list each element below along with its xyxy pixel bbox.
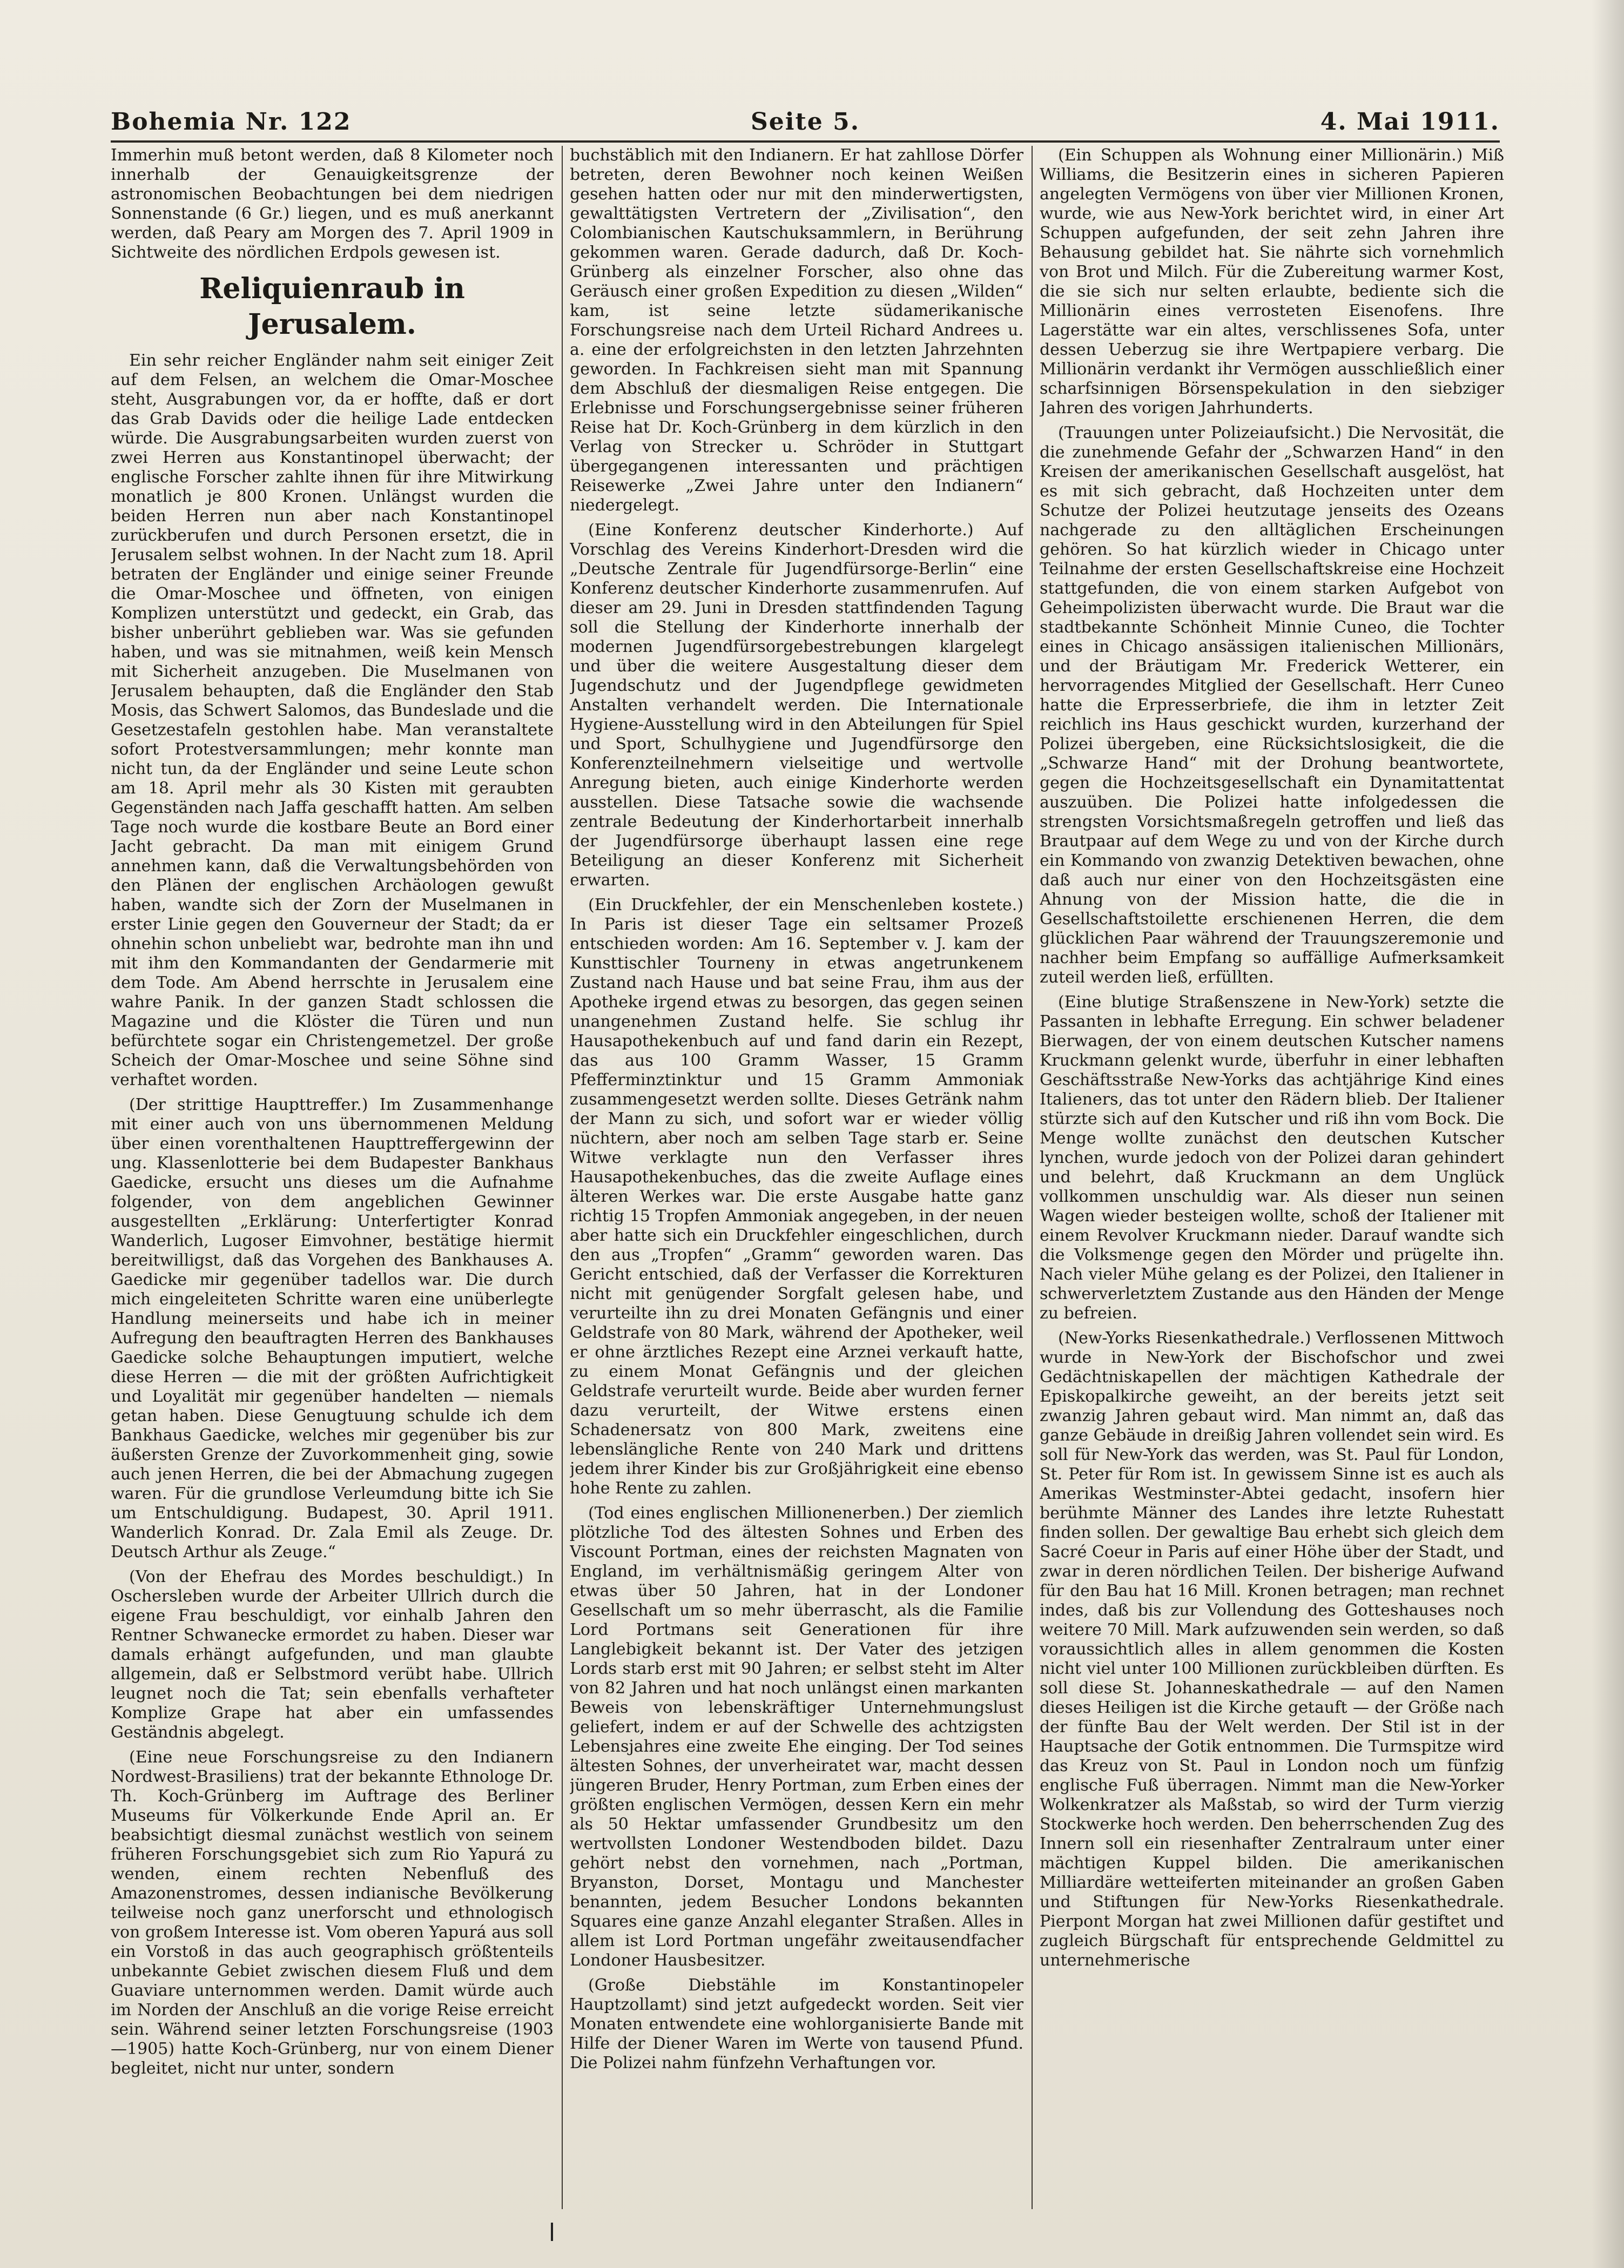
article-paragraph: (Große Diebstähle im Konstantinopeler Hauptzollamt) sind jetzt aufgedeckt worden. Seit vier Monaten entwendete eine wohlorganisierte Bande mit Hilfe der Diener Waren im Werte von tausend Pfund. Die Polizei nahm fünfzehn Verhaftungen vor. bbox=[570, 1976, 1023, 2072]
article-headline: Reliquienraub in Jerusalem. bbox=[199, 272, 465, 341]
text-column-2 bbox=[570, 146, 1023, 2209]
article-paragraph: (Ein Druckfehler, der ein Menschenleben kostete.) In Paris ist dieser Tage ein seltsamer Prozeß entschieden worden: Am 16. September v. J. kam der Kunsttischler Tourneny in etwas angetrunkenem Zustand nach Hause und bat seine Frau, ihm aus der Apotheke irgend etwas zu besorgen, das gegen seinen unangenehmen Zustand helfe. Sie schlug ihr Hausapothekenbuch auf und fand darin ein Rezept, das aus 100 Gramm Wasser, 15 Gramm Pfefferminztinktur und 15 Gramm Ammoniak zusammengesetzt werden sollte. Dieses Getränk nahm der Mann zu sich, und sofort war er wieder völlig nüchtern, aber noch am selben Tage starb er. Seine Witwe verklagte nun den Verfasser ihres Hausapothekenbuches, das die zweite Auflage eines älteren Werkes war. Die erste Ausgabe hatte ganz richtig 15 Tropfen Ammoniak angegeben, in der neuen aber hatte sich ein Druckfehler eingeschlichen, durch den aus „Tropfen“ „Gramm“ geworden waren. Das Gericht entschied, daß der Verfasser die Korrekturen nicht mit genügender Sorgfalt gelesen habe, und verurteilte ihn zu drei Monaten Gefängnis und einer Geldstrafe von 80 Mark, während der Apotheker, weil er ohne ärztliches Rezept eine Arznei verkauft hatte, zu einem Monat Gefängnis und der gleichen Geldstrafe verurteilt wurde. Beide aber wurden ferner dazu verurteilt, der Witwe erstens einen Schadenersatz von 800 Mark, zweitens eine lebenslängliche Rente von 240 Mark und drittens jedem ihrer Kinder bis zur Großjährigkeit eine ebenso hohe Rente zu zahlen. bbox=[570, 896, 1023, 1498]
page-edge-shadow bbox=[1592, 0, 1624, 2268]
article-paragraph: (Eine blutige Straßenszene in New-York) setzte die Passanten in lebhafte Erregung. Ein schwer beladener Bierwagen, der von einem deutschen Kutscher namens Kruckmann gelenkt wurde, überfuhr in einer lebhaften Geschäftsstraße New-Yorks das achtjährige Kind eines Italieners, das tot unter den Rädern blieb. Der Italiener stürzte sich auf den Kutscher und riß ihn vom Bock. Die Menge wollte zunächst den deutschen Kutscher lynchen, wurde jedoch von der Polizei daran gehindert und belehrt, daß Kruckmann an dem Unglück vollkommen unschuldig war. Als dieser nun seinen Wagen wieder besteigen wollte, schoß der Italiener mit einem Revolver Kruckmann nieder. Darauf wandte sich die Volksmenge gegen den Mörder und prügelte ihn. Nach vieler Mühe gelang es der Polizei, den Italiener in schwerverletztem Zustande aus den Händen der Menge zu befreien. bbox=[1040, 993, 1504, 1323]
article-paragraph: Ein sehr reicher Engländer nahm seit einiger Zeit auf dem Felsen, an welchem die Omar-Moschee steht, Ausgrabungen vor, da er hoffte, daß er dort das Grab Davids oder die heilige Lade entdecken würde. Die Ausgrabungsarbeiten wurden zuerst von zwei Herren aus Konstantinopel überwacht; der englische Forscher zahlte ihnen für ihre Mitwirkung monatlich je 800 Kronen. Unlängst wurden die beiden Herren nun aber nach Konstantinopel zurückberufen und durch Personen ersetzt, die in Jerusalem selbst wohnen. In der Nacht zum 18. April betraten der Engländer und einige seiner Freunde die Omar-Moschee und öffneten, von einigen Komplizen unterstützt und gedeckt, ein Grab, das bisher unberührt geblieben war. Was sie gefunden haben, und was sie mitnahmen, weiß kein Mensch mit Sicherheit anzugeben. Die Muselmanen von Jerusalem behaupten, daß die Engländer den Stab Mosis, das Schwert Salomos, das Bundeslade und die Gesetzestafeln gestohlen habe. Man veranstaltete sofort Protestversammlungen; mehr konnte man nicht tun, da der Engländer und seine Leute schon am 18. April mehr als 30 Kisten mit geraubten Gegenständen nach Jaffa geschafft hatten. Am selben Tage noch wurde die kostbare Beute an Bord einer Jacht gebracht. Da man mit einigem Grund annehmen kann, daß die Verwaltungsbehörden von den Plänen der englischen Archäologen gewußt haben, wandte sich der Zorn der Muselmanen in erster Linie gegen den Gouverneur der Stadt; da er ohnehin schon unbeliebt war, bedrohte man ihn und mit ihm den Kommandanten der Gendarmerie mit dem Tode. Am Abend herrschte in Jerusalem eine wahre Panik. In der ganzen Stadt schlossen die Magazine und die Klöster die Türen und nun befürchtete sogar ein Christengemetzel. Der große Scheich der Omar-Moschee und seine Söhne sind verhaftet worden. bbox=[111, 351, 554, 1089]
newspaper-issue: Bohemia Nr. 122 bbox=[111, 108, 352, 136]
page-header bbox=[111, 103, 1500, 143]
page-number: Seite 5. bbox=[750, 108, 860, 136]
text-column-1 bbox=[111, 146, 554, 2209]
article-paragraph: (Von der Ehefrau des Mordes beschuldigt.) In Oschersleben wurde der Arbeiter Ullrich durch die eigene Frau beschuldigt, vor einhalb Jahren den Rentner Schwanecke ermordet zu haben. Dieser war damals erhängt aufgefunden, und man glaubte allgemein, daß er Selbstmord verübt habe. Ullrich leugnet noch die Tat; sein ebenfalls verhafteter Komplize Grape hat aber ein umfassendes Geständnis abgelegt. bbox=[111, 1567, 554, 1742]
text-column-3 bbox=[1040, 146, 1504, 2209]
article-paragraph: (Ein Schuppen als Wohnung einer Millionärin.) Miß Williams, die Besitzerin eines in sicheren Papieren angelegten Vermögens von über vier Millionen Kronen, wurde, wie aus New-York berichtet wird, in einer Art Schuppen aufgefunden, der seit zehn Jahren ihre Behausung gebildet hat. Sie nährte sich vornehmlich von Brot und Milch. Für die Zubereitung warmer Kost, die sie sich nur selten erlaubte, bediente sich die Millionärin eines verrosteten Eisenofens. Ihre Lagerstätte war ein altes, verschlissenes Sofa, unter dessen Ueberzug sie ihre Wertpapiere verbarg. Die Millionärin verdankt ihr Vermögen ausschließlich einer scharfsinnigen Börsenspekulation in den siebziger Jahren des vorigen Jahrhunderts. bbox=[1040, 146, 1504, 418]
column-divider bbox=[562, 146, 563, 2209]
article-paragraph: (Eine Konferenz deutscher Kinderhorte.) Auf Vorschlag des Vereins Kinderhort-Dresden wird die „Deutsche Zentrale für Jugendfürsorge-Berlin“ eine Konferenz deutscher Kinderhorte zusammenrufen. Auf dieser am 29. Juni in Dresden stattfindenden Tagung soll die Stellung der Kinderhorte innerhalb der modernen Jugendfürsorgebestrebungen klargelegt und über die weitere Ausgestaltung dieser dem Jugendschutz und der Jugendpflege gewidmeten Anstalten verhandelt werden. Die Internationale Hygiene-Ausstellung wird in den Abteilungen für Spiel und Sport, Schulhygiene und Jugendfürsorge den Konferenzteilnehmern vielseitige und wertvolle Anregung bieten, auch einige Kinderhorte werden ausstellen. Diese Tatsache sowie die wachsende zentrale Bedeutung der Kinderhortarbeit innerhalb der Jugendfürsorge überhaupt lassen eine rege Beteiligung an dieser Konferenz mit Sicherheit erwarten. bbox=[570, 521, 1023, 890]
article-paragraph: (Eine neue Forschungsreise zu den Indianern Nordwest-Brasiliens) trat der bekannte Ethnologe Dr. Th. Koch-Grünberg im Auftrage des Berliner Museums für Völkerkunde Ende April an. Er beabsichtigt diesmal zunächst westlich von seinem früheren Forschungsgebiet sich zum Rio Yapurá zu wenden, einem rechten Nebenfluß des Amazonenstromes, dessen indianische Bevölkerung teilweise noch ganz unerforscht und ethnologisch von großem Interesse ist. Vom oberen Yapurá aus soll ein Vorstoß in das auch geographisch größtenteils unbekannte Gebiet zwischen diesem Fluß und dem Guaviare unternommen werden. Damit würde auch im Norden der Anschluß an die vorige Reise erreicht sein. Während seiner letzten Forschungsreise (1903—1905) hatte Koch-Grünberg, nur von einem Diener begleitet, nicht nur unter, sondern bbox=[111, 1748, 554, 2078]
article-paragraph: (Der strittige Haupttreffer.) Im Zusammenhange mit einer auch von uns übernommenen Meldung über einen vorenthaltenen Haupttreffergewinn der ung. Klassenlotterie bei dem Budapester Bankhaus Gaedicke, ersucht uns dieses um die Aufnahme folgender, von dem angeblichen Gewinner ausgestellten „Erklärung: Unterfertigter Konrad Wanderlich, Lugoser Eimvohner, bestätige hiermit bereitwilligst, daß das Vorgehen des Bankhauses A. Gaedicke mir gegenüber tadellos war. Die durch mich eingeleiteten Schritte waren eine unüberlegte Handlung meinerseits und habe ich in meiner Aufregung den beauftragten Herren des Bankhauses Gaedicke solche Behauptungen imputiert, welche diese Herren — die mit der größten Aufrichtigkeit und Loyalität mir gegenüber handelten — niemals getan haben. Diese Genugtuung schulde ich dem Bankhaus Gaedicke, welches mir gegenüber bis zur äußersten Grenze der Zuvorkommenheit ging, sowie auch jenen Herren, die bei der Abmachung zugegen waren. Für die grundlose Verleumdung bitte ich Sie um Entschuldigung. Budapest, 30. April 1911. Wanderlich Konrad. Dr. Zala Emil als Zeuge. Dr. Deutsch Arthur als Zeuge.“ bbox=[111, 1095, 554, 1562]
article-paragraph: Immerhin muß betont werden, daß 8 Kilometer noch innerhalb der Genauigkeitsgrenze der astronomischen Beobachtungen bei dem niedrigen Sonnenstande (6 Gr.) liegen, und es muß anerkannt werden, daß Peary am Morgen des 7. April 1909 in Sichtweite des nördlichen Erdpols gewesen ist. bbox=[111, 146, 554, 262]
article-paragraph: (Tod eines englischen Millionenerben.) Der ziemlich plötzliche Tod des ältesten Sohnes und Erben des Viscount Portman, eines der reichsten Magnaten von England, im verhältnismäßig geringem Alter von etwas über 50 Jahren, hat in der Londoner Gesellschaft um so mehr überrascht, als die Familie Lord Portmans seit Generationen für ihre Langlebigkeit bekannt ist. Der Vater des jetzigen Lords starb erst mit 90 Jahren; er selbst steht im Alter von 82 Jahren und hat noch unlängst einen markanten Beweis von lebenskräftiger Unternehmungslust geliefert, indem er auf der Schwelle des achtzigsten Lebensjahres eine zweite Ehe einging. Der Tod seines ältesten Sohnes, der unverheiratet war, macht dessen jüngeren Bruder, Henry Portman, zum Erben eines der größten englischen Vermögen, dessen Kern ein mehr als 50 Hektar umfassender Grundbesitz um den wertvollsten Londoner Westendboden bildet. Dazu gehört nebst den vornehmen, nach „Portman, Bryanston, Dorset, Montagu und Manchester benannten, jedem Besucher Londons bekannten Squares eine ganze Anzahl eleganter Straßen. Alles in allem ist Lord Portman ungefähr zweitausendfacher Londoner Hausbesitzer. bbox=[570, 1504, 1023, 1970]
article-paragraph: buchstäblich mit den Indianern. Er hat zahllose Dörfer betreten, deren Bewohner noch keinen Weißen gesehen hatten oder nur mit den minderwertigsten, gewalttätigsten Vertretern der „Zivilisation“, den Colombianischen Kautschuksammlern, in Berührung gekommen waren. Gerade dadurch, daß Dr. Koch-Grünberg als einzelner Forscher, also ohne das Geräusch einer großen Expedition zu diesen „Wilden“ kam, ist seine letzte südamerikanische Forschungsreise nach dem Urteil Richard Andrees u. a. eine der erfolgreichsten in den letzten Jahrzehnten geworden. In Fachkreisen sieht man mit Spannung dem Abschluß der diesmaligen Reise entgegen. Die Erlebnisse und Forschungsergebnisse seiner früheren Reise hat Dr. Koch-Grünberg in dem kürzlich in den Verlag von Strecker u. Schröder in Stuttgart übergegangenen interessanten und prächtigen Reisewerke „Zwei Jahre unter den Indianern“ niedergelegt. bbox=[570, 146, 1023, 515]
column-divider bbox=[1032, 146, 1033, 2209]
print-mark bbox=[551, 2223, 553, 2241]
article-paragraph: (New-Yorks Riesenkathedrale.) Verflossenen Mittwoch wurde in New-York der Bischofschor und zwei Gedächtniskapellen der mächtigen Kathedrale der Episkopalkirche geweiht, an der bereits jetzt seit zwanzig Jahren gebaut wird. Man nimmt an, daß das ganze Gebäude in dreißig Jahren vollendet sein wird. Es soll für New-York das werden, was St. Paul für London, St. Peter für Rom ist. In gewissem Sinne ist es auch als Amerikas Westminster-Abtei gedacht, insofern hier berühmte Männer des Landes ihre letzte Ruhestatt finden sollen. Der gewaltige Bau erhebt sich gleich dem Sacré Coeur in Paris auf einer Höhe über der Stadt, und zwar in deren nördlichen Teilen. Der bisherige Aufwand für den Bau hat 16 Mill. Kronen betragen; man rechnet indes, daß bis zur Vollendung des Gotteshauses noch weitere 70 Mill. Mark aufzuwenden sein werden, so daß voraussichtlich alles in allem genommen die Kosten nicht viel unter 100 Millionen zurückbleiben dürften. Es soll diese St. Johanneskathedrale — auf den Namen dieses Heiligen ist die Kirche getauft — der Größe nach der fünfte Bau der Welt werden. Der Stil ist in der Hauptsache der Gotik entnommen. Die Turmspitze wird das Kreuz von St. Paul in London noch um fünfzig englische Fuß überragen. Nimmt man die New-Yorker Wolkenkratzer als Maßstab, so wird der Turm vierzig Stockwerke hoch werden. Den beherrschenden Zug des Innern soll ein riesenhafter Zentralraum unter einer mächtigen Kuppel bilden. Die amerikanischen Milliardäre wetteiferten miteinander an großen Gaben und Stiftungen für New-Yorks Riesenkathedrale. Pierpont Morgan hat zwei Millionen dafür gestiftet und zugleich Bürgschaft für entsprechende Geldmittel zu unternehmerische bbox=[1040, 1329, 1504, 1970]
article-paragraph: (Trauungen unter Polizeiaufsicht.) Die Nervosität, die die zunehmende Gefahr der „Schwarzen Hand“ in den Kreisen der amerikanischen Gesellschaft ausgelöst, hat es mit sich gebracht, daß Hochzeiten unter dem Schutze der Polizei heutzutage jenseits des Ozeans nachgerade zu den alltäglichen Erscheinungen gehören. So hat kürzlich wieder in Chicago unter Teilnahme der ersten Gesellschaftskreise eine Hochzeit stattgefunden, die von einem starken Aufgebot von Geheimpolizisten überwacht wurde. Die Braut war die stadtbekannte Schönheit Minnie Cuneo, die Tochter eines in Chicago ansässigen italienischen Millionärs, und der Bräutigam Mr. Frederick Wetterer, ein hervorragendes Mitglied der Gesellschaft. Herr Cuneo hatte die Erpresserbriefe, die ihm in letzter Zeit reichlich ins Haus geschickt wurden, kurzerhand der Polizei übergeben, eine Rücksichtslosigkeit, die die „Schwarze Hand“ mit der Drohung beantwortete, gegen die Hochzeitsgesellschaft ein Dynamitattentat auszuüben. Die Polizei hatte infolgedessen die strengsten Vorsichtsmaßregeln getroffen und ließ das Brautpaar auf dem Wege zu und von der Kirche durch ein Kommando von zwanzig Detektiven bewachen, ohne daß auch nur einer von den Hochzeitsgästen eine Ahnung von der Mission hatte, die die in Gesellschaftstoilette erschienenen Herren, die dem glücklichen Paar während der Trauungszeremonie und nachher beim Empfang so auffällige Aufmerksamkeit zuteil werden ließ, erfüllten. bbox=[1040, 423, 1504, 987]
issue-date: 4. Mai 1911. bbox=[1320, 108, 1500, 136]
